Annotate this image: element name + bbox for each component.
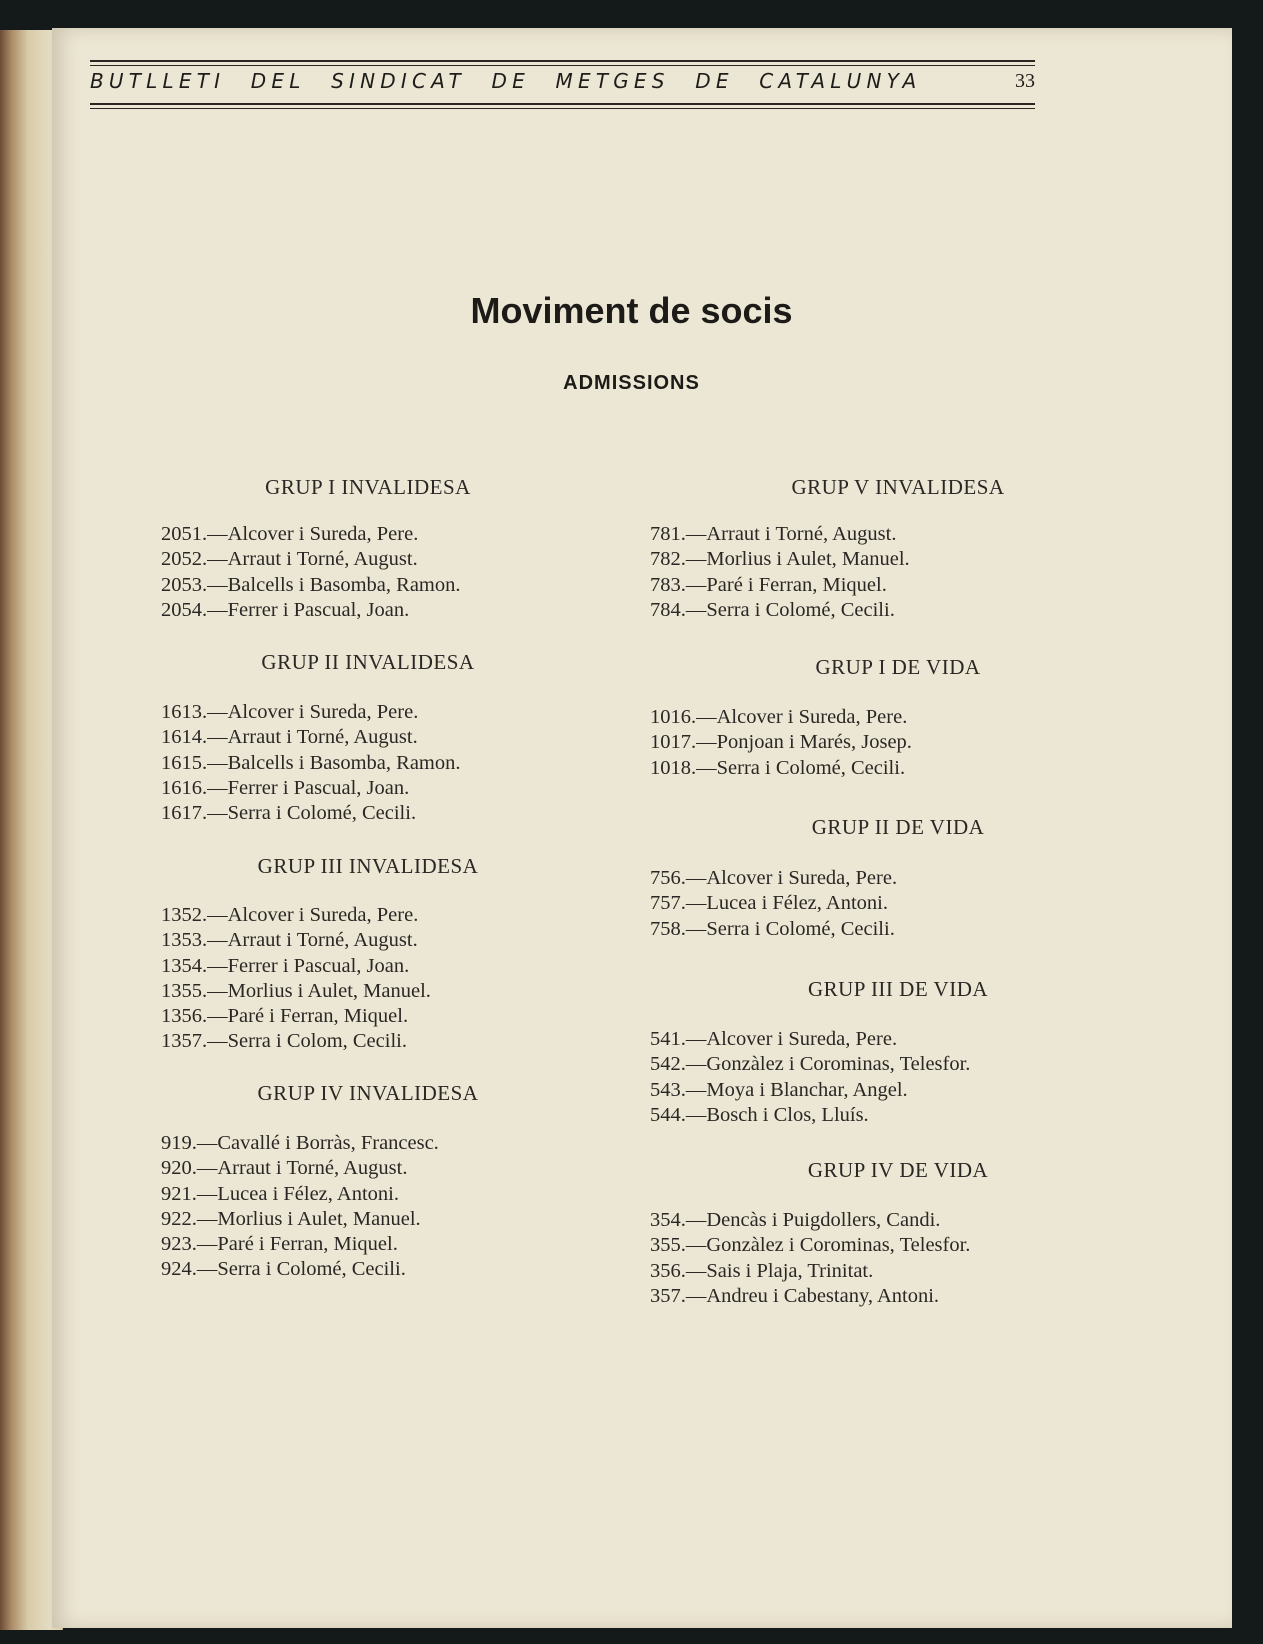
list-item: 782.—Morlius i Aulet, Manuel.: [650, 548, 910, 571]
list-item: 542.—Gonzàlez i Corominas, Telesfor.: [650, 1053, 971, 1076]
member-list: [161, 700, 461, 826]
list-item: 781.—Arraut i Torné, August.: [650, 523, 897, 545]
member-list: [161, 903, 431, 1055]
member-list: [650, 705, 912, 781]
list-item: 1614.—Arraut i Torné, August.: [161, 726, 418, 749]
list-item: 784.—Serra i Colomé, Cecili.: [650, 598, 895, 621]
section-heading: GRUP IV INVALIDESA: [257, 1081, 479, 1105]
header-rule: [90, 108, 1035, 109]
journal-title: BUTLLETI DEL SINDICAT DE METGES DE CATALUNYA: [90, 69, 922, 93]
list-item: 1353.—Arraut i Torné, August.: [161, 929, 418, 952]
list-item: 2052.—Arraut i Torné, August.: [161, 548, 418, 571]
list-item: 1616.—Ferrer i Pascual, Joan.: [161, 776, 410, 799]
section-heading: GRUP II INVALIDESA: [261, 650, 475, 674]
header-rule: [90, 103, 1035, 105]
header-rule: [90, 65, 1035, 66]
list-item: 1018.—Serra i Colomé, Cecili.: [650, 756, 906, 779]
list-item: 1357.—Serra i Colom, Cecili.: [161, 1030, 407, 1053]
list-item: 1356.—Paré i Ferran, Miquel.: [161, 1005, 409, 1028]
list-item: 1613.—Alcover i Sureda, Pere.: [161, 701, 419, 723]
list-item: 355.—Gonzàlez i Corominas, Telesfor.: [650, 1234, 971, 1257]
member-list: [650, 866, 897, 942]
list-item: 783.—Paré i Ferran, Miquel.: [650, 573, 887, 596]
list-item: 1017.—Ponjoan i Marés, Josep.: [650, 731, 912, 754]
list-item: 919.—Cavallé i Borràs, Francesc.: [161, 1132, 439, 1154]
list-item: 1016.—Alcover i Sureda, Pere.: [650, 706, 908, 728]
page-number: 33: [1015, 70, 1035, 92]
list-item: 357.—Andreu i Cabestany, Antoni.: [650, 1284, 940, 1307]
list-item: 1615.—Balcells i Basomba, Ramon.: [161, 751, 461, 774]
section-heading: GRUP I DE VIDA: [815, 655, 981, 679]
member-list: [161, 522, 461, 623]
list-item: 921.—Lucea i Félez, Antoni.: [161, 1182, 399, 1205]
list-item: 354.—Dencàs i Puigdollers, Candi.: [650, 1209, 941, 1231]
list-item: 923.—Paré i Ferran, Miquel.: [161, 1233, 398, 1256]
member-list: [650, 522, 910, 623]
list-item: 541.—Alcover i Sureda, Pere.: [650, 1028, 898, 1050]
list-item: 543.—Moya i Blanchar, Angel.: [650, 1078, 908, 1101]
member-list: [650, 1208, 970, 1309]
list-item: 756.—Alcover i Sureda, Pere.: [650, 867, 898, 889]
section-heading: GRUP IV DE VIDA: [807, 1158, 989, 1182]
member-list: [161, 1131, 439, 1283]
list-item: 922.—Morlius i Aulet, Manuel.: [161, 1207, 421, 1230]
list-item: 1354.—Ferrer i Pascual, Joan.: [161, 954, 410, 977]
section-heading: GRUP III DE VIDA: [807, 977, 989, 1001]
list-item: 2051.—Alcover i Sureda, Pere.: [161, 523, 419, 545]
section-heading: GRUP II DE VIDA: [811, 815, 985, 839]
section-heading: GRUP V INVALIDESA: [791, 475, 1005, 499]
section-heading: GRUP I INVALIDESA: [265, 475, 471, 499]
list-item: 356.—Sais i Plaja, Trinitat.: [650, 1259, 874, 1282]
member-list: [650, 1027, 970, 1128]
article-subtitle: ADMISSIONS: [563, 372, 700, 394]
article-title: Moviment de socis: [470, 290, 793, 331]
list-item: 757.—Lucea i Félez, Antoni.: [650, 892, 888, 915]
list-item: 1352.—Alcover i Sureda, Pere.: [161, 904, 419, 926]
list-item: 544.—Bosch i Clos, Lluís.: [650, 1103, 869, 1126]
list-item: 758.—Serra i Colomé, Cecili.: [650, 917, 895, 940]
list-item: 1617.—Serra i Colomé, Cecili.: [161, 802, 417, 825]
list-item: 1355.—Morlius i Aulet, Manuel.: [161, 979, 431, 1002]
list-item: 924.—Serra i Colomé, Cecili.: [161, 1258, 406, 1281]
section-heading: GRUP III INVALIDESA: [257, 854, 479, 878]
list-item: 2054.—Ferrer i Pascual, Joan.: [161, 598, 410, 621]
running-header: [90, 60, 1035, 130]
page: [52, 28, 1232, 1628]
list-item: 2053.—Balcells i Basomba, Ramon.: [161, 573, 461, 596]
header-rule: [90, 60, 1035, 62]
list-item: 920.—Arraut i Torné, August.: [161, 1157, 408, 1180]
